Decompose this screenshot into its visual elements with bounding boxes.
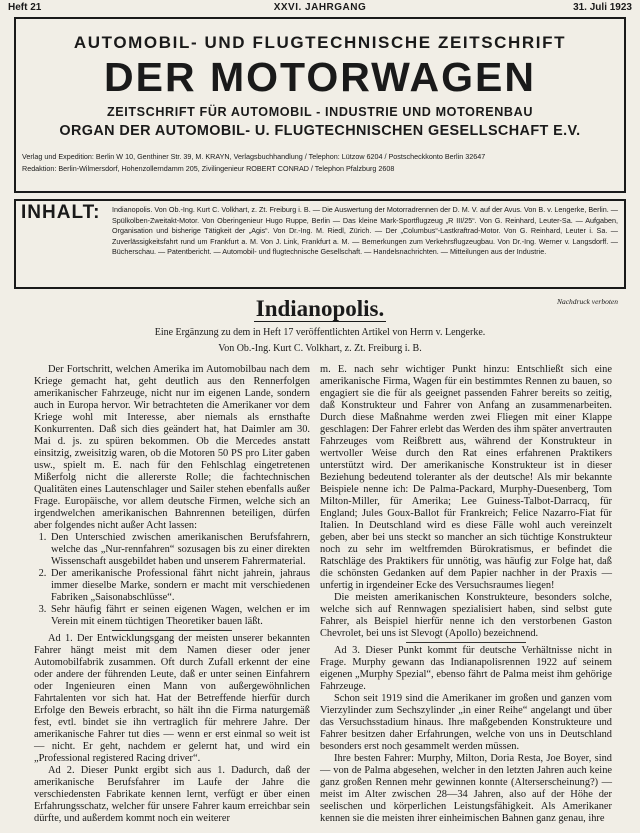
list-item: 1. Den Unterschied zwischen amerikanischen Berufsfahrern, welche das „Nur-rennfahren“ sozusagen bis zu einer direkten Wissenschaft ausgebildet haben und unserem Fahrermaterial.: [49, 532, 310, 568]
article-column-left: [34, 364, 310, 825]
paragraph: Der Fortschritt, welchen Amerika im Automobilbau nach dem Kriege gemacht hat, geht deutlich aus den Rennerfolgen amerikanischer Fahrzeuge, nicht nur im eigenen Lande, sondern auch in Europa hervor. Wir betrachteten die Amerikaner vor dem Kriege wohl mit Interesse, aber niemals als ernsthafte Konkurrenten. Daß sich dies geändert hat, hat Daimler am 30. Mai d. js. zu spüren bekommen. Ob die Mercedes anstatt einsitzig, zweisitzig waren, ob die Motoren 50 PS pro Liter gaben usw., spielt m. E. nach für den Fehlschlag eingetretenen Mißerfolg nicht die allererste Rolle; die fachtechnischen Qualitäten eines Lautenschlager und Sailer stehen ebenfalls außer Frage. Europäische, vor allem deutsche Firmen, welche sich an irgendwelchen amerikanischen Bahnrennen beteiligen, dürfen aber folgendes nicht außer Acht lassen:: [34, 364, 310, 531]
masthead-tagline: AUTOMOBIL- UND FLUGTECHNISCHE ZEITSCHRIFT: [73, 33, 567, 52]
divider: [406, 642, 526, 643]
article-title-wrap: [0, 296, 640, 322]
copyright-notice: Nachdruck verboten: [556, 297, 618, 306]
top-line: [8, 2, 632, 16]
contents-text: Indianopolis. Von Ob.-Ing. Kurt C. Volkhart, z. Zt. Freiburg i. B. — Die Auswertung der Motorradrennen der D. M. V. auf der Avus. Von B. v. Lengerke, Berlin. — Spülkolben-Zweitakt-Motor. Von Oberingenieur Hugo Ruppe, Berlin — Das kleine Mark-Sportflugzeug „R III/25“. Von G. Reinhard, Leuter-Sa. — Aufgaben, Organisation und bisherige Tätigkeit der „Agis“. Von Dr.-Ing. M. Riedl, Zürich. — Der „Columbus“-Lastkraftrad-Motor. Von G. Reinhard, Leuter i. Sa. — Zuverlässigkeitsfahrt rund um Frankfurt a. M. Von J. Link, Frankfurt a. M. — Bemerkungen zum Verkehrsflugzeugbau. Von Dr.-Ing. Werner v. Langsdorff. — Bücherschau. — Patentbericht. — Automobil- und flugtechnische Gesellschaft. — Handelsnachrichten. — Mitteilungen aus der Industrie.: [112, 205, 618, 256]
masthead-subtitle: ZEITSCHRIFT FÜR AUTOMOBIL - INDUSTRIE UND MOTORENBAU: [106, 105, 534, 119]
issue-number: Heft 21: [8, 2, 42, 13]
divider: [112, 630, 232, 631]
paragraph: Ad 3. Dieser Punkt kommt für deutsche Verhältnisse nicht in Frage. Murphy gewann das Indianapolisrennen 1922 auf seinem eigenen „Murphy Spezial“, ebenso fährt de Palma meist ihm gehörige Fahrzeuge.: [320, 645, 612, 692]
paragraph: Ad 1. Der Entwicklungsgang der meisten unserer bekannten Fahrer hängt meist mit dem Namen dieser oder jener Automobilfabrik zusammen. Oft durch Zufall erkennt der eine oder andere der führenden Leute, daß er unter seinen Einfahrern oder Ingenieuren einen Mann von außergewöhnlichen Fahrtalenten vor sich hat. Hat der Betreffende hierfür durch Erfolge den Beweis erbracht, so hält ihn die Firma naturgemäß fest, evtl. bindet sie ihn vertraglich für mehrere Jahre. Der amerikanische Fahrer tut dies — wenn er erst einmal so weit ist — nicht. Er geht, nachdem er gelernt hat, und wird ein „Professional registered Racing driver“.: [34, 633, 310, 764]
masthead-title: DER MOTORWAGEN: [104, 54, 536, 100]
paragraph: Ad 2. Dieser Punkt ergibt sich aus 1. Dadurch, daß der amerikanische Berufsfahrer im Laufe der Jahre die verschiedensten Fabrikate kennen lernt, verfügt er über einen Erfahrungsschatz, welcher für unsere Fahrer kaum erreichbar sein dürfte, und außerdem kommt noch ein weiterer: [34, 765, 310, 824]
contents-heading: INHALT:: [21, 202, 101, 223]
list-item: 2. Der amerikanische Professional fährt nicht jahrein, jahraus immer dieselbe Marke, sondern er macht mit verschiedenen Fabriken „Saisonabschlüsse“.: [49, 568, 310, 604]
paragraph: m. E. nach sehr wichtiger Punkt hinzu: Entschließt sich eine amerikanische Firma, Wagen für ein bestimmtes Rennen zu bauen, so engagiert sie die für als geeignet passenden Fahrer bereits so zeitig, daß Konstrukteur und Fahrer von Anfang an zusammenarbeiten. Durch diese Maßnahme werden zwei Fliegen mit einer Klappe geschlagen: Der Fahrer erlebt das Werden des ihm später anvertrauten Fahrzeuges vom Reißbrett aus, während der Konstrukteur in wertvoller Weise durch den Rat eines erfahrenen Praktikers unterstützt wird. Der amerikanische Konstrukteur ist in dieser Beziehung bedeutend toleranter als der deutsche! Als mir bekannte Beispiele nenne ich: De Palma-Packard, Murphy-Duesenberg, Tom Milton-Miller, für Amerika; Lee Guiness-Talbot-Darracq, für England; Jules Goux-Ballot für Frankreich; Felice Nazarro-Fiat für Italien. In Deutschland wird es diese Fälle wohl auch vereinzelt geben, aber bei uns steckt so mancher an sich tüchtige Konstrukteur noch zu sehr im weltfremden Bürokratismus, er befindet die Ratschläge des Praktikers für unnötig, was häufig zur Folge hat, daß die schönsten Gedanken auf dem Papier nachher in der Praxis — unfertig in irgendeiner Ecke des Versuchsraumes liegen!: [320, 364, 612, 591]
paragraph: Schon seit 1919 sind die Amerikaner im großen und ganzen vom Vierzylinder zum Sechszylinder „in einer Reihe“ angelangt und über das Versuchsstadium hinaus. Ihre maßgebenden Konstrukteure und Fahrer besitzen daher Erfahrungen, welche von uns in Deutschland besonders erst noch gesammelt werden müssen.: [320, 693, 612, 752]
masthead-organ: ORGAN DER AUTOMOBIL- U. FLUGTECHNISCHEN GESELLSCHAFT E.V.: [59, 123, 581, 139]
article-subtitle: Eine Ergänzung zu dem in Heft 17 veröffentlichten Artikel von Herrn v. Lengerke.: [154, 327, 486, 338]
article-byline: Von Ob.-Ing. Kurt C. Volkhart, z. Zt. Freiburg i. B.: [218, 343, 422, 354]
article-title: Indianopolis.: [255, 296, 385, 321]
numbered-list: [34, 532, 310, 628]
list-item: 3. Sehr häufig fährt er seinen eigenen Wagen, welchen er im Verein mit einem tüchtigen Theoretiker bauen läßt.: [49, 604, 310, 628]
issue-date: 31. Juli 1923: [573, 2, 632, 13]
publisher-line: Verlag und Expedition: Berlin W 10, Genthiner Str. 39, M. KRAYN, Verlagsbuchhandlung / Telephon: Lützow 6204 / Postscheckkonto Berlin 32647: [22, 152, 486, 161]
contents-box: [14, 199, 626, 289]
paragraph: Ihre besten Fahrer: Murphy, Milton, Doria Resta, Joe Boyer, sind — von de Palma abgesehen, welcher in den letzten Jahren auch keine ganz großen Rennen mehr gewinnen konnte (Alterserscheinung?) — meist im Alter zwischen 28—34 Jahren, also auf der Höhe der seelischen und körperlichen Leistungsfähigkeit. Als Amerikaner kennen sie die meisten ihrer einheimischen Bahnen ganz genau, ihre: [320, 753, 612, 824]
editorial-line: Redaktion: Berlin-Wilmersdorf, Hohenzollerndamm 205, Zivilingenieur ROBERT CONRAD / Telephon Pfalzburg 2608: [22, 164, 395, 173]
volume-year: XXVI. JAHRGANG: [273, 2, 367, 13]
paragraph: Die meisten amerikanischen Konstrukteure, besonders solche, welche sich auf Rennwagen spezialisiert haben, sind selbst gute Fahrer, als Beispiel hierfür nenne ich den verstorbenen Gaston Chevrolet, bei uns ist Slevogt (Apollo) bezeichnend.: [320, 592, 612, 639]
masthead: [14, 17, 626, 193]
article-column-right: [320, 364, 612, 825]
